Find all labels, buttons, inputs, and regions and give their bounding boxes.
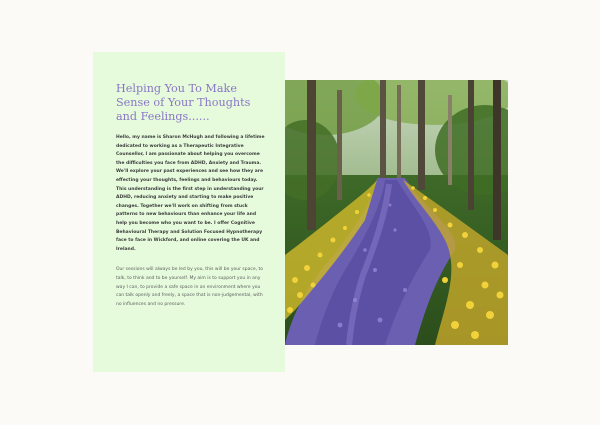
sessions-paragraph: Our sessions will always be led by you, this will be your space, to talk, to think and to be yourself. My aim is to support you in any way I can, to provide a safe space in an environment where you can talk openly and freely, a space that is non-judgemental, with no influences and no pressure.	[116, 267, 263, 307]
intro-paragraph: Hello, my name is Sharon McHugh and following a lifetime dedicated to working as a Therapeutic Integrative Counsellor, I am passionate about helping you overcome the difficulties you face from ADHD, Anxiety and Trauma. We'll explore your past experiences and see how they are effecting your thoughts, feelings and behaviours today. This understanding is the first step in understanding your ADHD, reducing anxiety and starting to make positive changes. Together we'll work on shifting from stuck patterns to new behaviours than enhance your life and help you become who you want to be. I offer Cognitive Behavioural Therapy and Solution Focused Hypnotherapy face to face in Wickford, and online covering the UK and Ireland.	[116, 135, 265, 252]
page-heading: Helping You To Make Sense of Your Thoughts and Feelings......	[116, 82, 251, 123]
intro-card	[93, 52, 285, 372]
garden-path-photo	[285, 80, 508, 345]
